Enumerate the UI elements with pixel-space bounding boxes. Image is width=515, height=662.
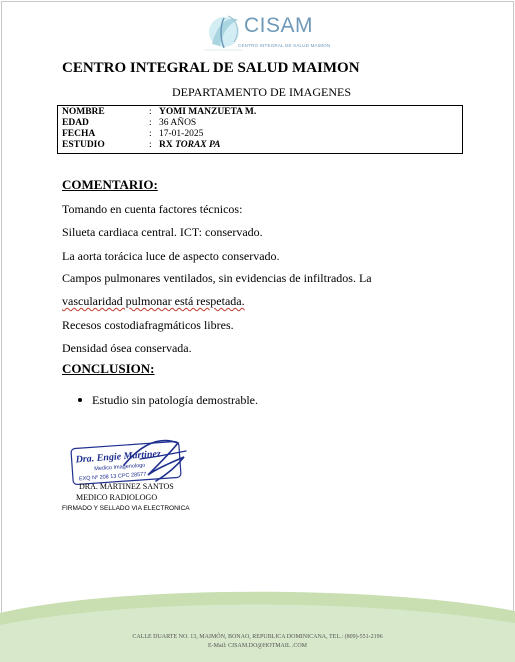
- info-colon: :: [149, 118, 152, 128]
- svg-text:Medico Imagenologo: Medico Imagenologo: [94, 462, 146, 473]
- info-value: YOMI MANZUETA M.: [159, 107, 257, 117]
- conclusion-heading: CONCLUSION:: [62, 361, 155, 376]
- info-label: ESTUDIO: [62, 140, 105, 150]
- comment-line: Campos pulmonares ventilados, sin evidencias de infiltrados. La: [62, 271, 372, 285]
- logo-name: CISAM: [244, 14, 314, 37]
- info-label: NOMBRE: [62, 107, 105, 117]
- signature-note: FIRMADO Y SELLADO VIA ELECTRONICA: [62, 505, 190, 512]
- footer-email: E-Mail: CISAM.DO@HOTMAIL .COM: [208, 643, 307, 649]
- info-value: [159, 140, 220, 151]
- svg-text:EXQ Nº 208 13 CPC 28577: EXQ Nº 208 13 CPC 28577: [78, 471, 147, 483]
- logo-subtitle: CENTRO INTEGRAL DE SALUD MAIMON: [238, 43, 331, 48]
- footer-wave-icon: [0, 585, 515, 662]
- footer-address: CALLE DUARTE NO. 13, MAIMÓN, BONAO, REPUBLICA DOMINICANA, TEL.: (809)-551-2196: [132, 634, 383, 640]
- comment-line: La aorta torácica luce de aspecto conservado.: [62, 249, 280, 263]
- patient-info-box: [57, 105, 463, 154]
- comment-line: Densidad ósea conservada.: [62, 341, 192, 355]
- info-value: 17-01-2025: [159, 129, 204, 139]
- conclusion-text: Estudio sin patología demostrable.: [92, 393, 258, 407]
- vascularity-text: vascularidad pulmonar está respetada.: [62, 294, 245, 308]
- info-colon: :: [149, 129, 152, 139]
- bullet-icon: [78, 398, 82, 402]
- study-type: RX: [159, 140, 173, 150]
- comment-line: Tomando en cuenta factores técnicos:: [62, 202, 243, 216]
- info-label: EDAD: [62, 118, 89, 128]
- signer-role: MEDICO RADIOLOGO: [76, 493, 158, 502]
- comment-line: Silueta cardiaca central. ICT: conservado.: [62, 225, 263, 239]
- signer-name: DRA. MARTINEZ SANTOS: [79, 482, 174, 491]
- svg-text:Dra. Engie Martinez: Dra. Engie Martinez: [75, 448, 162, 466]
- comment-line: [62, 294, 245, 309]
- info-value: 36 AÑOS: [159, 118, 197, 128]
- comment-line: Recesos costodiafragmáticos libres.: [62, 318, 234, 332]
- conclusion-item: [78, 393, 258, 408]
- study-view: TORAX PA: [175, 140, 221, 150]
- info-colon: :: [149, 107, 152, 117]
- document-title: CENTRO INTEGRAL DE SALUD MAIMON: [62, 60, 360, 76]
- cisam-logo: [198, 10, 331, 56]
- info-colon: :: [149, 140, 152, 150]
- comment-heading: COMENTARIO:: [62, 177, 158, 192]
- department-title: DEPARTAMENTO DE IMAGENES: [172, 85, 351, 99]
- info-label: FECHA: [62, 129, 96, 139]
